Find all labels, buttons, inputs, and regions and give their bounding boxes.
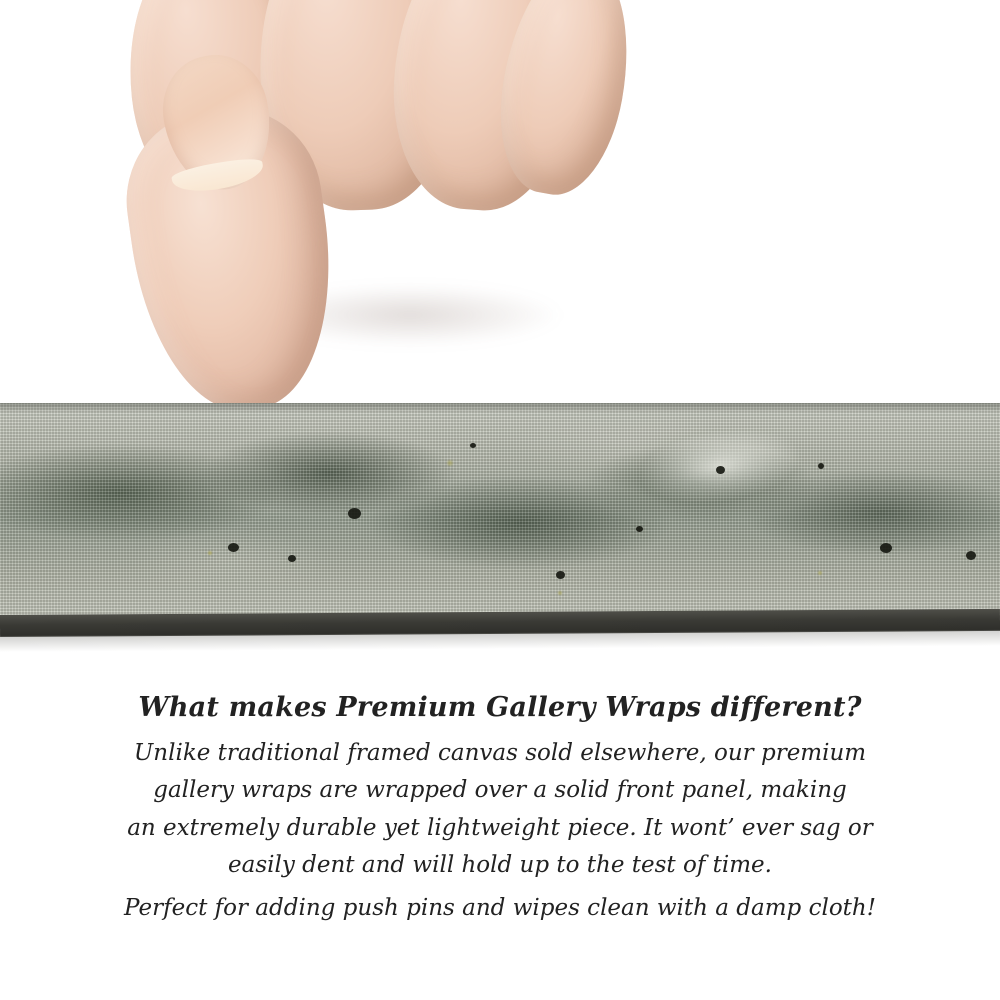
caption-body	[0, 735, 1000, 884]
caption-body-line: easily dent and will hold up to the test of time.	[228, 851, 772, 878]
canvas-speck	[636, 526, 643, 532]
canvas-speck	[288, 555, 296, 562]
canvas-yellow-flecks	[0, 403, 1000, 618]
canvas-speck	[880, 543, 892, 553]
canvas-speck	[228, 543, 239, 552]
canvas-speck	[470, 443, 476, 448]
caption-body-line: Unlike traditional framed canvas sold elsewhere, our premium	[133, 740, 867, 767]
caption-body-line: gallery wraps are wrapped over a solid front panel, making	[153, 777, 847, 804]
canvas-speck	[966, 551, 976, 560]
caption-body-line: an extremely durable yet lightweight piece. It wont’ ever sag or	[127, 814, 873, 841]
canvas-top-shadow	[0, 403, 1000, 413]
caption-block	[0, 690, 1000, 927]
caption-heading: What makes Premium Gallery Wraps different?	[138, 692, 862, 723]
canvas-speck	[348, 508, 361, 519]
hand-illustration	[120, 0, 600, 430]
caption-closing-line: Perfect for adding push pins and wipes clean with a damp cloth!	[124, 895, 876, 922]
canvas-speck	[556, 571, 565, 579]
canvas-speck	[716, 466, 725, 474]
canvas-wrap-edge	[0, 403, 1000, 618]
canvas-speck	[818, 463, 824, 469]
